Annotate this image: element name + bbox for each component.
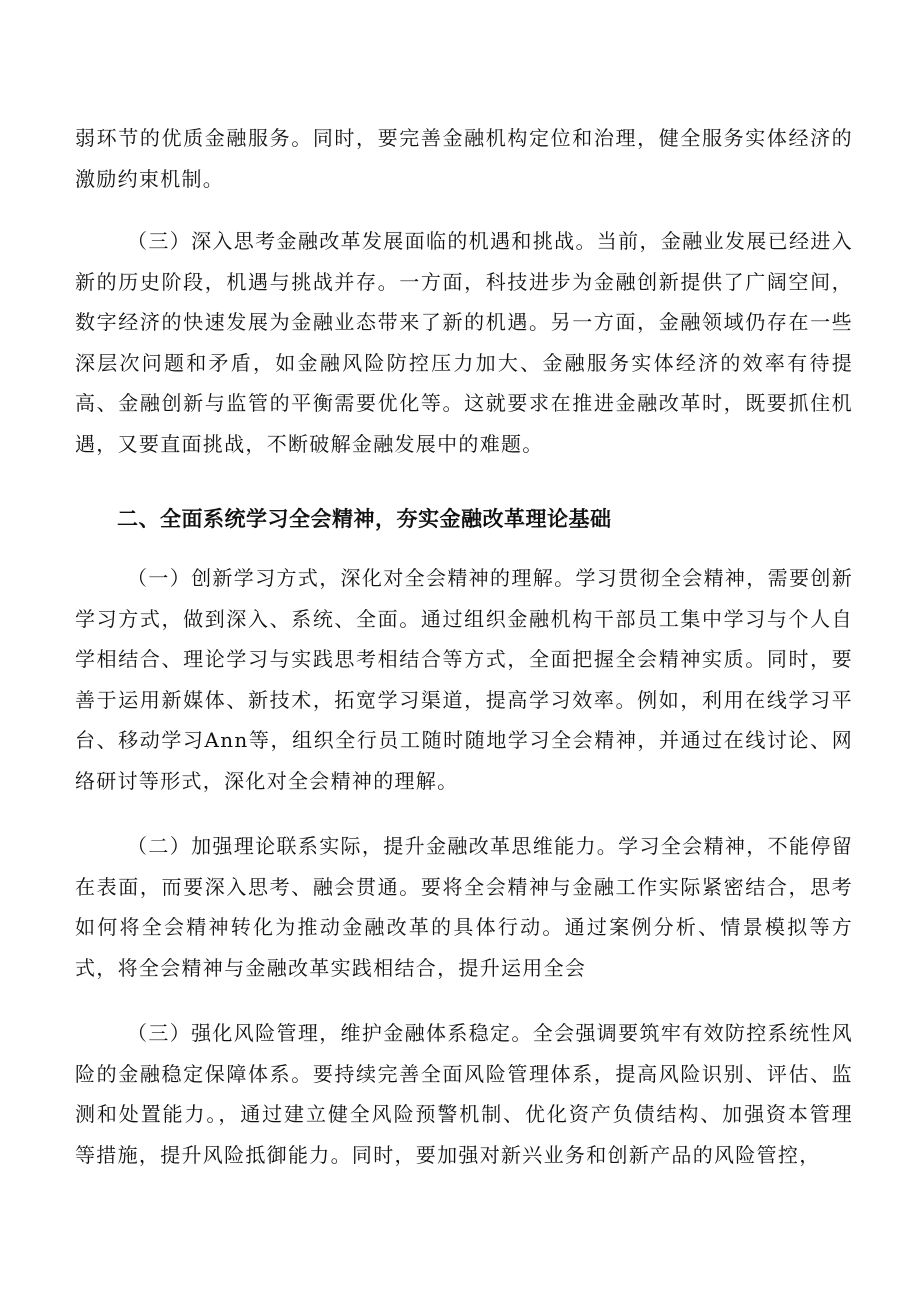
section-heading: 二、全面系统学习全会精神，夯实金融改革理论基础 [117, 507, 612, 531]
paragraph-opportunities-challenges: （三）深入思考金融改革发展面临的机遇和挑战。当前，金融业发展已经进入新的历史阶段，机遇与挑战并存。一方面，科技进步为金融创新提供了广阔空间，数字经济的快速发展为金融业态带来了新的机遇。另一方面，金融领域仍存在一些深层次问题和矛盾，如金融风险防控压力加大、金融服务实体经济的效率有待提高、金融创新与监管的平衡需要优化等。这就要求在推进金融改革时，既要抓住机遇，又要直面挑战，不断破解金融发展中的难题。 [75, 229, 853, 456]
paragraph-continuation: 弱环节的优质金融服务。同时，要完善金融机构定位和治理，健全服务实体经济的激励约束机制。 [75, 126, 853, 191]
paragraph-theory-practice: （二）加强理论联系实际，提升金融改革思维能力。学习全会精神，不能停留在表面，而要深入思考、融会贯通。要将全会精神与金融工作实际紧密结合，思考如何将全会精神转化为推动金融改革的具体行动。通过案例分析、情景模拟等方式，将全会精神与金融改革实践相结合，提升运用全会 [75, 834, 853, 980]
paragraph-risk-management: （三）强化风险管理，维护金融体系稳定。全会强调要筑牢有效防控系统性风险的金融稳定保障体系。要持续完善全面风险管理体系，提高风险识别、评估、监测和处置能力。，通过建立健全风险预警机制、优化资产负债结构、加强资本管理等措施，提升风险抵御能力。同时，要加强对新兴业务和创新产品的风险管控， [75, 1021, 853, 1167]
paragraph-innovative-learning: （一）创新学习方式，深化对全会精神的理解。学习贯彻全会精神，需要创新学习方式，做到深入、系统、全面。通过组织金融机构干部员工集中学习与个人自学相结合、理论学习与实践思考相结合等方式，全面把握全会精神实质。同时，要善于运用新媒体、新技术，拓宽学习渠道，提高学习效率。例如，利用在线学习平台、移动学习Ann等，组织全行员工随时随地学习全会精神，并通过在线讨论、网络研讨等形式，深化对全会精神的理解。 [75, 566, 853, 793]
